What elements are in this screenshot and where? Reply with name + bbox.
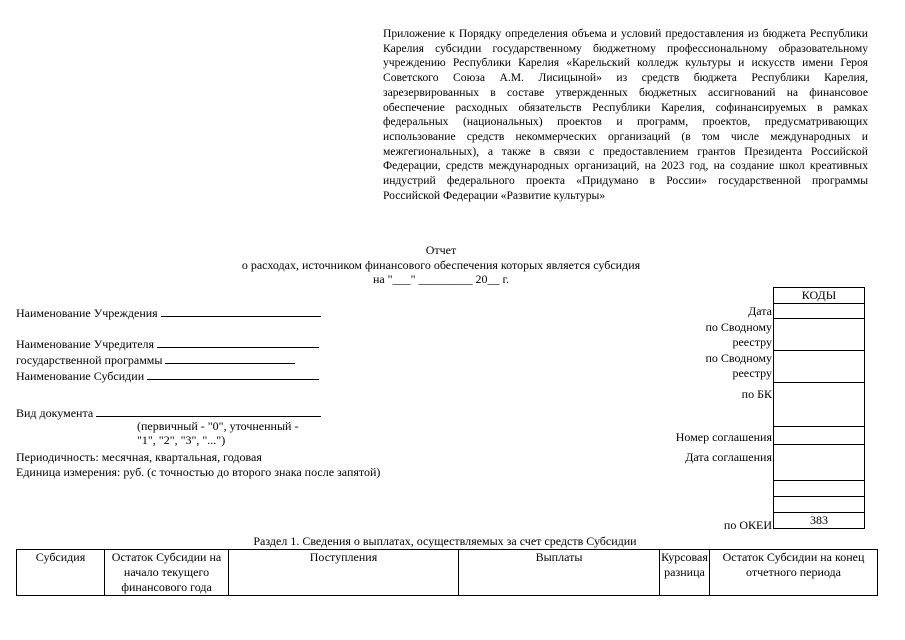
code-agreement-number-cell[interactable] <box>774 427 865 445</box>
label-agreement-date: Дата соглашения <box>685 450 772 464</box>
label-registry1-a: по Сводному <box>705 320 772 334</box>
field-state-program <box>16 351 295 368</box>
section1-title: Раздел 1. Сведения о выплатах, осуществляемых за счет средств Субсидии <box>253 534 637 548</box>
report-title: Отчет <box>425 243 457 257</box>
col-subsidy: Субсидия <box>17 550 105 596</box>
field-unit: Единица измерения: руб. (с точностью до второго знака после запятой) <box>16 465 381 479</box>
code-extra-cell-2[interactable] <box>774 497 865 513</box>
codes-table <box>773 287 865 529</box>
col-payments: Выплаты <box>459 550 660 596</box>
codes-header: КОДЫ <box>774 288 865 304</box>
code-extra-cell-1[interactable] <box>774 481 865 497</box>
code-bk-cell[interactable] <box>774 383 865 427</box>
label-date: Дата <box>748 304 772 318</box>
report-date-line: на "___" _________ 20__ г. <box>372 272 510 286</box>
field-subsidy <box>16 367 319 384</box>
label-registry1-b: реестру <box>732 335 772 349</box>
col-exchange-difference: Курсовая разница <box>660 550 710 596</box>
field-state-program-label: государственной программы <box>16 353 163 367</box>
label-registry2-b: реестру <box>732 366 772 380</box>
label-registry2-a: по Сводному <box>705 351 772 365</box>
field-founder <box>16 335 319 352</box>
appendix-text: Приложение к Порядку определения объема и условий предоставления из бюджета Республики Карелия субсидии государственному бюджетному профессиональному образовательному учреждению Республики Карелия «Карельский колледж культуры и искусств имени Героя Советского Союза А.М. Лисицыной» из средств бюджета Республики Карелия, зарезервированных в составе утвержденных бюджетных ассигнований на финансовое обеспечение расходных обязательств Республики Карелия, софинансируемых в рамках федеральных (национальных) проектов и программ, проектов, предусматривающих использование средств некоммерческих организаций (в том числе международных и межгегиональных), а также в связи с предоставлением грантов Президента Российской Федерации, средств международных организаций, на 2023 год, на создание школ креативных индустрий федерального проекта «Придумано в России» государственной программы Российской Федерации «Развитие культуры» <box>383 27 868 202</box>
doc-type-hint-2: "1", "2", "3", "...") <box>137 433 226 447</box>
code-registry1-cell[interactable] <box>774 319 865 351</box>
col-opening-balance: Остаток Субсидии на начало текущего финансового года <box>105 550 229 596</box>
code-registry2-cell[interactable] <box>774 351 865 383</box>
col-closing-balance: Остаток Субсидии на конец отчетного периода <box>710 550 878 596</box>
field-state-program-blank[interactable] <box>165 351 295 364</box>
field-founder-blank[interactable] <box>157 335 319 348</box>
code-date-cell[interactable] <box>774 304 865 319</box>
doc-type-hint-1: (первичный - "0", уточненный - <box>137 419 299 433</box>
field-institution-label: Наименование Учреждения <box>16 306 158 320</box>
field-periodicity: Периодичность: месячная, квартальная, годовая <box>16 450 262 464</box>
field-institution-blank[interactable] <box>161 304 321 317</box>
label-bk: по БК <box>741 387 772 401</box>
label-agreement-number: Номер соглашения <box>675 430 772 444</box>
field-institution <box>16 304 321 321</box>
section1-table <box>16 549 878 596</box>
col-receipts: Поступления <box>229 550 459 596</box>
code-agreement-date-cell[interactable] <box>774 445 865 481</box>
code-okei-cell: 383 <box>774 513 865 529</box>
field-subsidy-blank[interactable] <box>147 367 319 380</box>
field-subsidy-label: Наименование Субсидии <box>16 369 145 383</box>
field-doc-type-label: Вид документа <box>16 406 94 420</box>
report-subtitle: о расходах, источником финансового обеспечения которых является субсидия <box>241 258 641 272</box>
label-okei: по ОКЕИ <box>723 518 772 532</box>
field-doc-type-blank[interactable] <box>96 404 321 417</box>
field-founder-label: Наименование Учредителя <box>16 337 155 351</box>
